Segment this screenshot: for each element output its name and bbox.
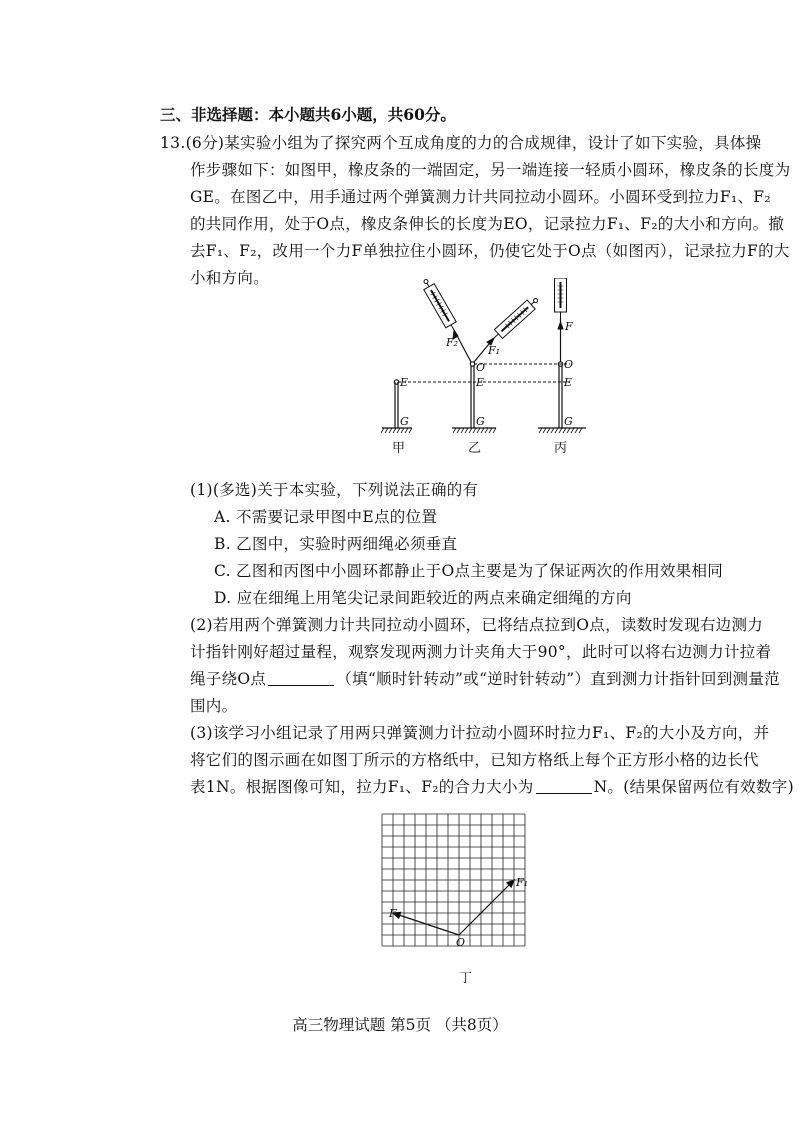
label-e-bing: E bbox=[564, 376, 573, 389]
label-e-yi: E bbox=[476, 376, 485, 389]
label-o-yi: O bbox=[476, 361, 486, 374]
q13-part2-line-3-post: （填“顺时针转动”或“逆时针转动”）直到测力计指针回到测量范 bbox=[336, 670, 780, 688]
q13-intro-text-1: (6分)某实验小组为了探究两个互成角度的力的合成规律，设计了如下实验，具体操 bbox=[185, 134, 762, 152]
label-g-bing: G bbox=[564, 415, 573, 428]
vector-f1 bbox=[459, 880, 514, 935]
q13-part3-line-1: (3)该学习小组记录了用两只弹簧测力计拉动小圆环时拉力F₁、F₂的大小及方向，并 bbox=[190, 724, 770, 742]
label-o-ding: O bbox=[456, 936, 466, 949]
label-f2-yi: F₂ bbox=[446, 336, 459, 349]
q13-part2-line-4: 围内。 bbox=[190, 697, 238, 715]
label-yi: 乙 bbox=[468, 441, 482, 456]
q13-part2-line-3 bbox=[190, 667, 780, 689]
label-ding: 丁 bbox=[459, 971, 473, 986]
label-g-jia: G bbox=[400, 415, 409, 428]
q13-part1-option-b: B. 乙图中，实验时两细绳必须垂直 bbox=[214, 535, 458, 553]
label-f-bing: F bbox=[565, 320, 573, 333]
q13-part1-stem: (1)(多选)关于本实验，下列说法正确的有 bbox=[190, 481, 479, 499]
q13-intro-line-5: 去F₁、F₂，改用一个力F单独拉住小圆环，仍使它处于O点（如图丙），记录拉力F的大 bbox=[190, 242, 790, 260]
q13-intro-line-3: GE。在图乙中，用手通过两个弹簧测力计共同拉动小圆环。小圆环受到拉力F₁、F₂ bbox=[190, 188, 771, 206]
label-g-yi: G bbox=[476, 415, 485, 428]
q13-intro-line-1 bbox=[160, 131, 761, 153]
q13-intro-line-2: 作步骤如下：如图甲，橡皮条的一端固定，另一端连接一轻质小圆环，橡皮条的长度为 bbox=[190, 161, 791, 179]
q13-part2-line-1: (2)若用两个弹簧测力计共同拉动小圆环，已将结点拉到O点，读数时发现右边测力 bbox=[190, 616, 764, 634]
q13-part3-line-3 bbox=[190, 775, 794, 797]
q13-part1-option-a: A. 不需要记录甲图中E点的位置 bbox=[214, 508, 438, 526]
q13-number: 13. bbox=[160, 134, 186, 152]
q13-part3-line-3-pre: 表1N。根据图像可知，拉力F₁、F₂的合力大小为 bbox=[190, 778, 534, 796]
label-f1-ding: F₁ bbox=[516, 876, 529, 889]
q13-part1-option-c: C. 乙图和丙图中小圆环都静止于O点主要是为了保证两次的作用效果相同 bbox=[214, 562, 724, 580]
q13-part2-line-2: 计指针刚好超过量程，观察发现两测力计夹角大于90°，此时可以将右边测力计拉着 bbox=[190, 643, 772, 661]
label-e-jia: E bbox=[400, 376, 409, 389]
q13-part1-option-d: D. 应在细绳上用笔尖记录间距较近的两点来确定细绳的方向 bbox=[214, 589, 632, 607]
q13-part2-line-3-pre: 绳子绕O点 bbox=[190, 670, 267, 688]
q13-intro-line-6: 小和方向。 bbox=[190, 269, 270, 287]
figure-ding-grid bbox=[374, 810, 554, 990]
label-f2-ding: F₂ bbox=[389, 907, 402, 920]
label-o-bing: O bbox=[564, 358, 574, 371]
label-bing: 丙 bbox=[554, 441, 568, 456]
page-footer: 高三物理试题 第5页 （共8页） bbox=[292, 1016, 508, 1034]
section-header: 三、非选择题：本小题共6小题，共60分。 bbox=[160, 105, 456, 124]
answer-blank-part2[interactable] bbox=[268, 671, 334, 686]
q13-intro-line-4: 的共同作用，处于O点，橡皮条伸长的长度为EO，记录拉力F₁、F₂的大小和方向。撤 bbox=[190, 215, 785, 233]
label-f1-yi: F₁ bbox=[488, 344, 501, 357]
answer-blank-part3[interactable] bbox=[536, 779, 592, 794]
label-jia: 甲 bbox=[392, 441, 406, 456]
q13-part3-line-2: 将它们的图示画在如图丁所示的方格纸中，已知方格纸上每个正方形小格的边长代 bbox=[190, 751, 759, 769]
figure-jia-yi-bing bbox=[370, 278, 610, 458]
q13-part3-line-3-post: N。(结果保留两位有效数字) bbox=[593, 778, 794, 796]
